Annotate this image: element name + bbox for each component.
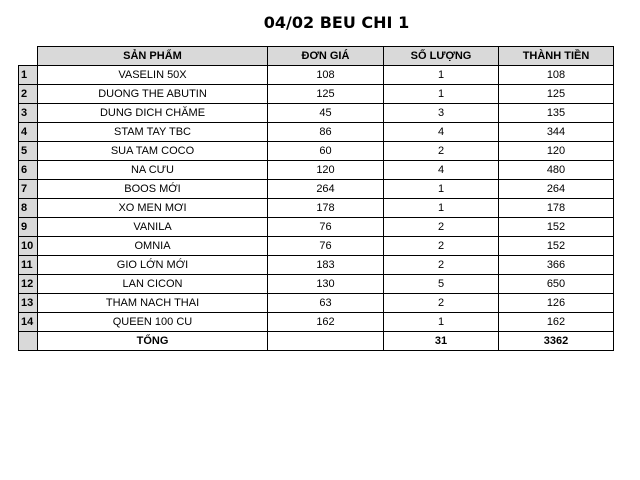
row-number: 9: [19, 218, 38, 237]
row-number: 7: [19, 180, 38, 199]
product-cell: XO MEN MƠI: [38, 199, 268, 218]
table-row: [19, 275, 614, 294]
price-cell: 76: [268, 218, 384, 237]
qty-cell: 1: [384, 180, 499, 199]
qty-cell: 2: [384, 218, 499, 237]
qty-cell: 2: [384, 294, 499, 313]
table-row: [19, 256, 614, 275]
table-row: [19, 142, 614, 161]
amount-cell: 650: [499, 275, 614, 294]
qty-cell: 2: [384, 256, 499, 275]
table-row: [19, 161, 614, 180]
table-row: [19, 66, 614, 85]
amount-cell: 152: [499, 237, 614, 256]
amount-cell: 120: [499, 142, 614, 161]
product-cell: LAN CICON: [38, 275, 268, 294]
sheet-title: 04/02 BEU CHI 1: [263, 13, 410, 32]
price-cell: 76: [268, 237, 384, 256]
price-cell: 162: [268, 313, 384, 332]
qty-cell: 1: [384, 85, 499, 104]
table-row: [19, 313, 614, 332]
qty-cell: 1: [384, 199, 499, 218]
product-cell: DUNG DICH CHĂME: [38, 104, 268, 123]
table-row: [19, 180, 614, 199]
product-cell: VASELIN 50X: [38, 66, 268, 85]
table-row: [19, 85, 614, 104]
total-row: [19, 332, 614, 351]
row-number: 8: [19, 199, 38, 218]
corner-cell: [19, 47, 38, 66]
amount-cell: 162: [499, 313, 614, 332]
table-row: [19, 123, 614, 142]
qty-cell: 1: [384, 66, 499, 85]
table-row: [19, 218, 614, 237]
amount-cell: 344: [499, 123, 614, 142]
row-number: 14: [19, 313, 38, 332]
row-number: 2: [19, 85, 38, 104]
amount-cell: 152: [499, 218, 614, 237]
amount-cell: 126: [499, 294, 614, 313]
amount-cell: 480: [499, 161, 614, 180]
row-number: 10: [19, 237, 38, 256]
price-cell: 60: [268, 142, 384, 161]
product-cell: THAM NACH THAI: [38, 294, 268, 313]
row-number: 11: [19, 256, 38, 275]
amount-cell: 178: [499, 199, 614, 218]
qty-cell: 5: [384, 275, 499, 294]
price-cell: 120: [268, 161, 384, 180]
amount-cell: 264: [499, 180, 614, 199]
row-number: 4: [19, 123, 38, 142]
product-cell: QUEEN 100 CU: [38, 313, 268, 332]
total-label: TỔNG: [38, 332, 268, 351]
product-cell: NA CƯU: [38, 161, 268, 180]
row-number: 12: [19, 275, 38, 294]
row-number: 6: [19, 161, 38, 180]
price-cell: 108: [268, 66, 384, 85]
price-cell: 183: [268, 256, 384, 275]
price-cell: 178: [268, 199, 384, 218]
qty-cell: 2: [384, 237, 499, 256]
header-product: SẢN PHẨM: [38, 47, 268, 66]
price-cell: 130: [268, 275, 384, 294]
product-cell: GIO LỚN MỚI: [38, 256, 268, 275]
qty-cell: 1: [384, 313, 499, 332]
header-row: [19, 47, 614, 66]
product-cell: BOOS MỚI: [38, 180, 268, 199]
product-cell: SUA TAM COCO: [38, 142, 268, 161]
amount-cell: 366: [499, 256, 614, 275]
product-cell: STAM TAY TBC: [38, 123, 268, 142]
total-qty: 31: [384, 332, 499, 351]
price-cell: 45: [268, 104, 384, 123]
price-cell: 264: [268, 180, 384, 199]
price-cell: 63: [268, 294, 384, 313]
product-cell: DUONG THE ABUTIN: [38, 85, 268, 104]
table-row: [19, 199, 614, 218]
row-number: 3: [19, 104, 38, 123]
qty-cell: 4: [384, 123, 499, 142]
total-price-cell: [268, 332, 384, 351]
amount-cell: 108: [499, 66, 614, 85]
product-cell: OMNIA: [38, 237, 268, 256]
total-row-number: [19, 332, 38, 351]
product-cell: VANILA: [38, 218, 268, 237]
price-cell: 125: [268, 85, 384, 104]
table-row: [19, 294, 614, 313]
qty-cell: 3: [384, 104, 499, 123]
header-qty: SỐ LƯỢNG: [384, 47, 499, 66]
amount-cell: 135: [499, 104, 614, 123]
row-number: 5: [19, 142, 38, 161]
total-amount: 3362: [499, 332, 614, 351]
amount-cell: 125: [499, 85, 614, 104]
price-cell: 86: [268, 123, 384, 142]
header-price: ĐƠN GIÁ: [268, 47, 384, 66]
row-number: 1: [19, 66, 38, 85]
header-amount: THÀNH TIỀN: [499, 47, 614, 66]
table-row: [19, 104, 614, 123]
qty-cell: 4: [384, 161, 499, 180]
table-row: [19, 237, 614, 256]
invoice-table: [18, 46, 614, 351]
row-number: 13: [19, 294, 38, 313]
qty-cell: 2: [384, 142, 499, 161]
